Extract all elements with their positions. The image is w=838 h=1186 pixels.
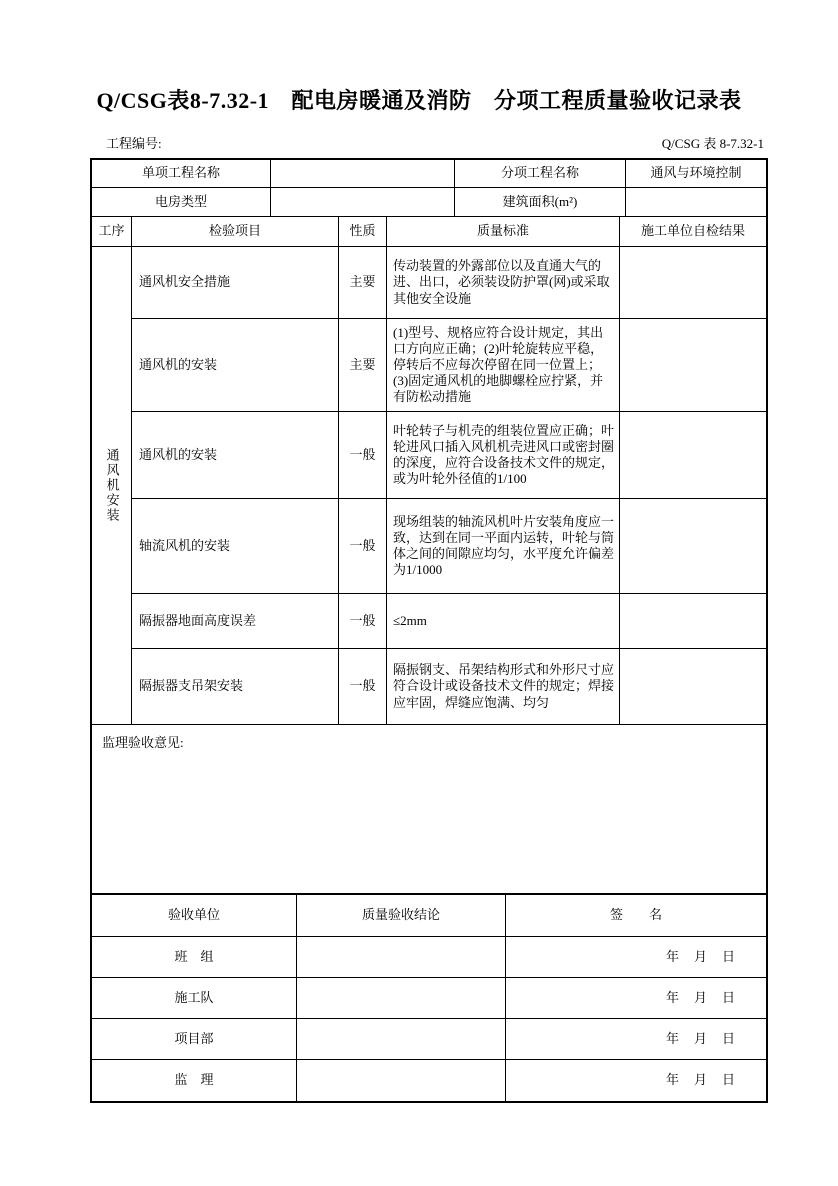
quality-standard-text: ≤2mm	[387, 594, 620, 649]
meta-row	[90, 132, 768, 154]
process-group-label: 通风机安装	[104, 448, 120, 523]
room-type-label: 电房类型	[92, 188, 271, 217]
unit-project-name-value[interactable]	[271, 160, 455, 188]
signoff-unit-label: 班 组	[92, 937, 297, 978]
nature-value: 主要	[339, 247, 387, 319]
self-check-result-cell[interactable]	[620, 412, 766, 499]
header-quality-standard: 质量标准	[387, 217, 620, 247]
nature-value: 一般	[339, 412, 387, 499]
supervision-opinion-box[interactable]	[92, 725, 766, 895]
acceptance-record-table	[90, 158, 768, 1103]
signoff-conclusion-cell[interactable]	[297, 1060, 506, 1101]
signoff-conclusion-cell[interactable]	[297, 1019, 506, 1060]
sub-project-name-label: 分项工程名称	[455, 160, 626, 188]
form-reference: Q/CSG 表 8-7.32-1	[661, 136, 764, 151]
header-process: 工序	[92, 217, 132, 247]
quality-standard-text: 现场组装的轴流风机叶片安装角度应一致，达到在同一平面内运转，叶轮与筒体之间的间隙应均匀，水平度允许偏差为1/1000	[387, 499, 620, 594]
signoff-section	[92, 895, 766, 1101]
room-type-value[interactable]	[271, 188, 455, 217]
inspection-item: 轴流风机的安装	[132, 499, 339, 594]
header-signature: 签 名	[506, 895, 766, 937]
process-group-cell	[92, 247, 132, 725]
signoff-date-cell[interactable]: 年 月 日	[665, 1072, 736, 1088]
signoff-conclusion-cell[interactable]	[297, 937, 506, 978]
inspection-section	[92, 217, 766, 725]
header-acceptance-unit: 验收单位	[92, 895, 297, 937]
supervision-opinion-label: 监理验收意见:	[102, 735, 184, 750]
quality-standard-text: (1)型号、规格应符合设计规定，其出口方向应正确；(2)叶轮旋转应平稳，停转后不应每次停留在同一位置上；(3)固定通风机的地脚螺栓应拧紧，并有防松动措施	[387, 319, 620, 412]
inspection-item: 隔振器支吊架安装	[132, 649, 339, 725]
signoff-unit-label: 项目部	[92, 1019, 297, 1060]
self-check-result-cell[interactable]	[620, 594, 766, 649]
signoff-unit-label: 施工队	[92, 978, 297, 1019]
project-info-section	[92, 160, 766, 217]
nature-value: 主要	[339, 319, 387, 412]
page-title: Q/CSG表8-7.32-1 配电房暖通及消防 分项工程质量验收记录表	[96, 88, 742, 113]
inspection-item: 隔振器地面高度误差	[132, 594, 339, 649]
header-nature: 性质	[339, 217, 387, 247]
quality-standard-text: 叶轮转子与机壳的组装位置应正确；叶轮进风口插入风机机壳进风口或密封圈的深度，应符合设备技术文件的规定，或为叶轮外径值的1/100	[387, 412, 620, 499]
signoff-conclusion-cell[interactable]	[297, 978, 506, 1019]
self-check-result-cell[interactable]	[620, 499, 766, 594]
self-check-result-cell[interactable]	[620, 649, 766, 725]
header-acceptance-conclusion: 质量验收结论	[297, 895, 506, 937]
inspection-item: 通风机的安装	[132, 319, 339, 412]
self-check-result-cell[interactable]	[620, 319, 766, 412]
signoff-unit-label: 监 理	[92, 1060, 297, 1101]
sub-project-name-value: 通风与环境控制	[626, 160, 766, 188]
inspection-item: 通风机安全措施	[132, 247, 339, 319]
header-inspection-item: 检验项目	[132, 217, 339, 247]
nature-value: 一般	[339, 499, 387, 594]
quality-standard-text: 隔振钢支、吊架结构形式和外形尺寸应符合设计或设备技术文件的规定；焊接应牢固，焊缝应饱满、均匀	[387, 649, 620, 725]
project-number-label: 工程编号:	[106, 136, 162, 151]
signoff-date-cell[interactable]: 年 月 日	[506, 1019, 766, 1060]
unit-project-name-label: 单项工程名称	[92, 160, 271, 188]
building-area-label: 建筑面积(m²)	[455, 188, 626, 217]
nature-value: 一般	[339, 649, 387, 725]
nature-value: 一般	[339, 594, 387, 649]
signoff-date-cell[interactable]: 年 月 日	[506, 937, 766, 978]
signoff-date-cell[interactable]: 年 月 日	[506, 978, 766, 1019]
header-self-check-result: 施工单位自检结果	[620, 217, 766, 247]
self-check-result-cell[interactable]	[620, 247, 766, 319]
building-area-value[interactable]	[626, 188, 766, 217]
inspection-item: 通风机的安装	[132, 412, 339, 499]
quality-standard-text: 传动装置的外露部位以及直通大气的进、出口，必须装设防护罩(网)或采取其他安全设施	[387, 247, 620, 319]
